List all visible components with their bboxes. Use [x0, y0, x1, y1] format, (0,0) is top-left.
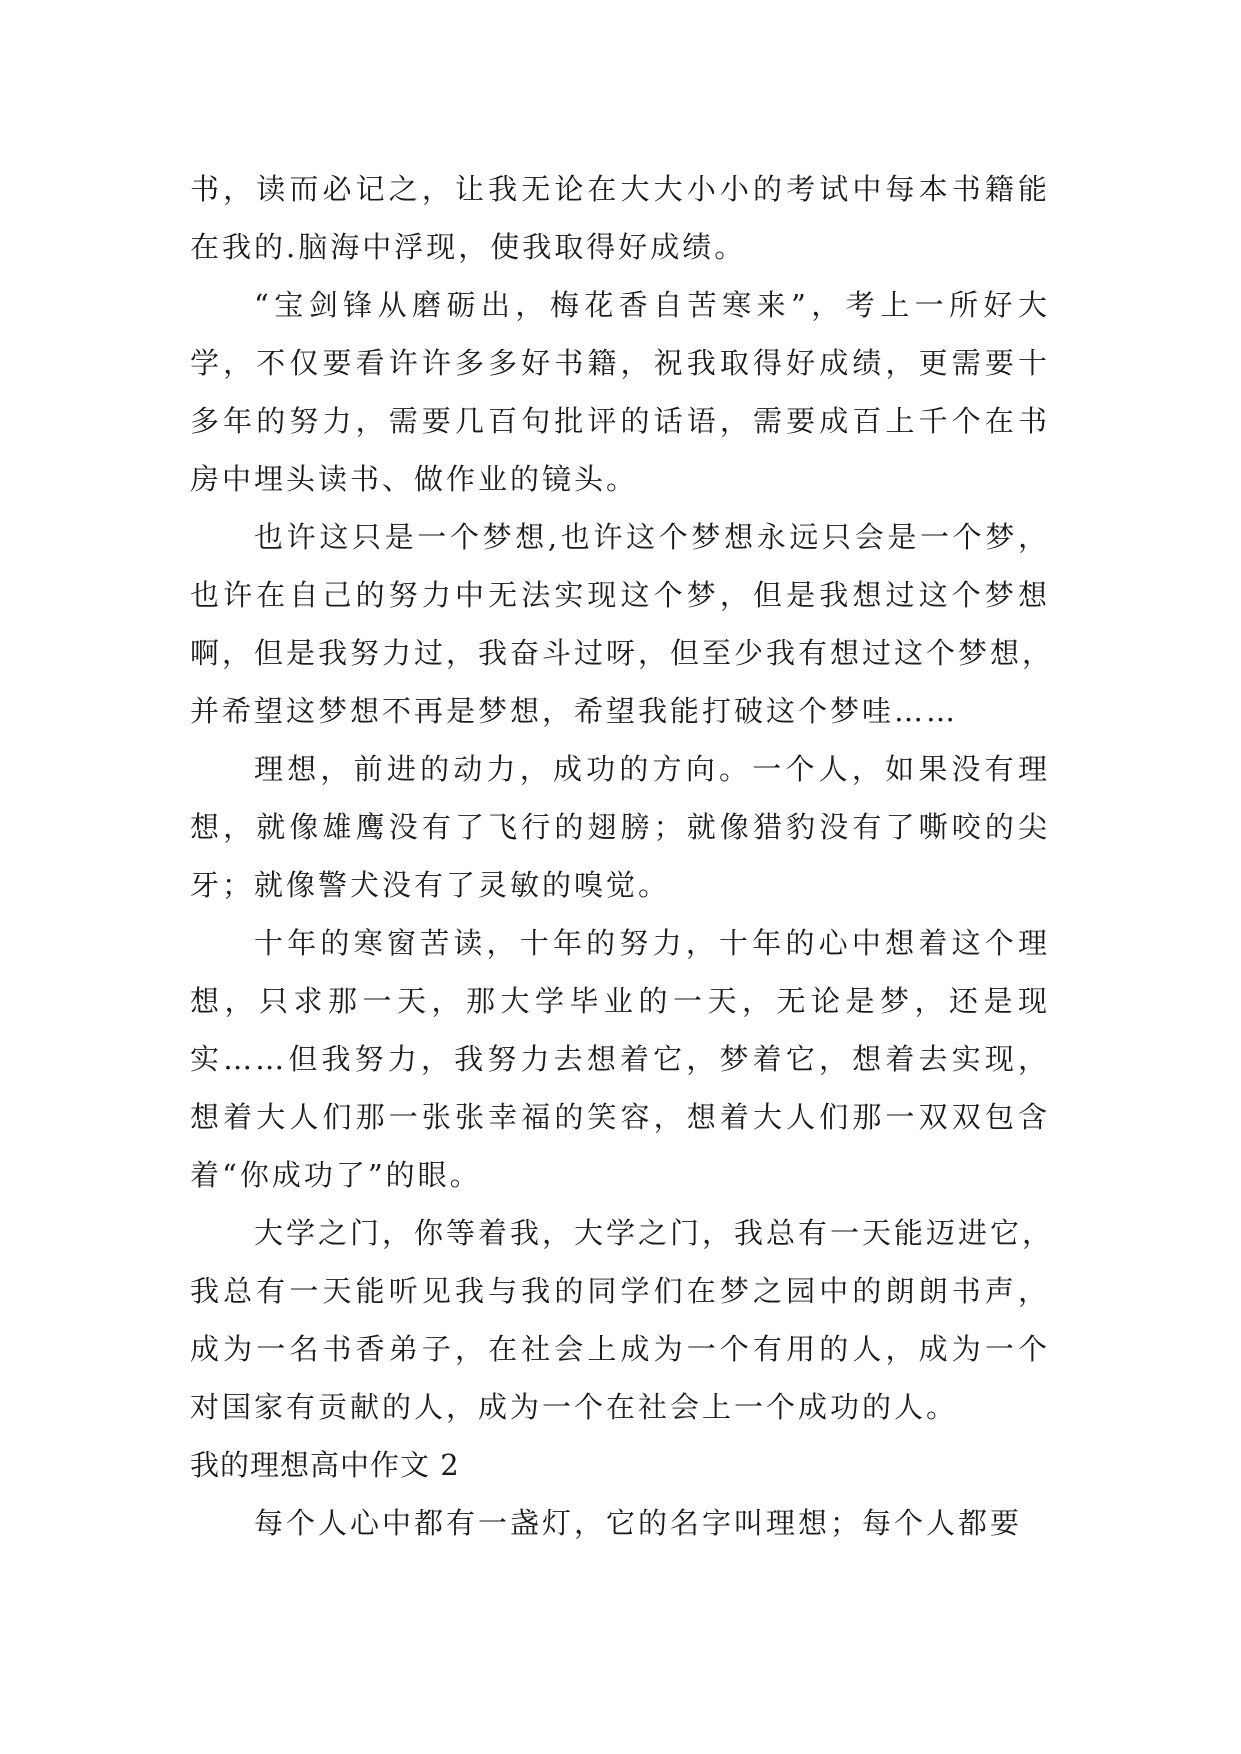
text-line: “宝剑锋从磨砺出，梅花香自苦寒来”，考上一所好大 [254, 288, 1050, 322]
text-line: 十年的寒窗苦读，十年的努力，十年的心中想着这个理 [254, 926, 1050, 960]
text-line: 并希望这梦想不再是梦想，希望我能打破这个梦哇…… [190, 694, 959, 728]
text-line: 想，就像雄鹰没有了飞行的翅膀；就像猎豹没有了嘶咬的尖 [190, 810, 1050, 844]
text-line: 书，读而必记之，让我无论在大大小小的考试中每本书籍能 [190, 172, 1050, 206]
text-line: 学，不仅要看许许多多好书籍，祝我取得好成绩，更需要十 [190, 346, 1050, 380]
text-line: 啊，但是我努力过，我奋斗过呀，但至少我有想过这个梦想， [190, 636, 1055, 670]
text-line: 牙；就像警犬没有了灵敏的嗅觉。 [190, 868, 671, 902]
text-line: 也许这只是一个梦想,也许这个梦想永远只会是一个梦， [254, 520, 1050, 554]
paragraph [190, 508, 1055, 740]
text-line: 大学之门，你等着我，大学之门，我总有一天能迈进它， [254, 1216, 1055, 1250]
paragraph [190, 1494, 1050, 1552]
paragraph [190, 1204, 1055, 1436]
text-line: 想着大人们那一张张幸福的笑容，想着大人们那一双双包含 [190, 1100, 1050, 1134]
text-line: 在我的.脑海中浮现，使我取得好成绩。 [190, 230, 747, 264]
text-line: 理想，前进的动力，成功的方向。一个人，如果没有理 [254, 752, 1050, 786]
text-line: 房中埋头读书、做作业的镜头。 [190, 462, 639, 496]
text-line: 多年的努力，需要几百句批评的话语，需要成百上千个在书 [190, 404, 1050, 438]
paragraph [190, 740, 1050, 914]
document-body [190, 160, 1055, 1552]
text-line: 也许在自己的努力中无法实现这个梦，但是我想过这个梦想 [190, 578, 1050, 612]
paragraph [190, 914, 1050, 1204]
text-line: 想，只求那一天，那大学毕业的一天，无论是梦，还是现 [190, 984, 1050, 1018]
text-line: 成为一名书香弟子，在社会上成为一个有用的人，成为一个 [190, 1332, 1050, 1366]
text-line: 着“你成功了”的眼。 [190, 1158, 482, 1192]
paragraph [190, 276, 1050, 508]
text-line: 每个人心中都有一盏灯，它的名字叫理想；每个人都要 [254, 1506, 1023, 1540]
text-line: 我总有一天能听见我与我的同学们在梦之园中的朗朗书声， [190, 1274, 1050, 1308]
text-line: 实……但我努力，我努力去想着它，梦着它，想着去实现， [190, 1042, 1050, 1076]
section-title: 我的理想高中作文 2 [190, 1448, 460, 1482]
text-line: 对国家有贡献的人，成为一个在社会上一个成功的人。 [190, 1390, 959, 1424]
paragraph [190, 160, 1050, 276]
